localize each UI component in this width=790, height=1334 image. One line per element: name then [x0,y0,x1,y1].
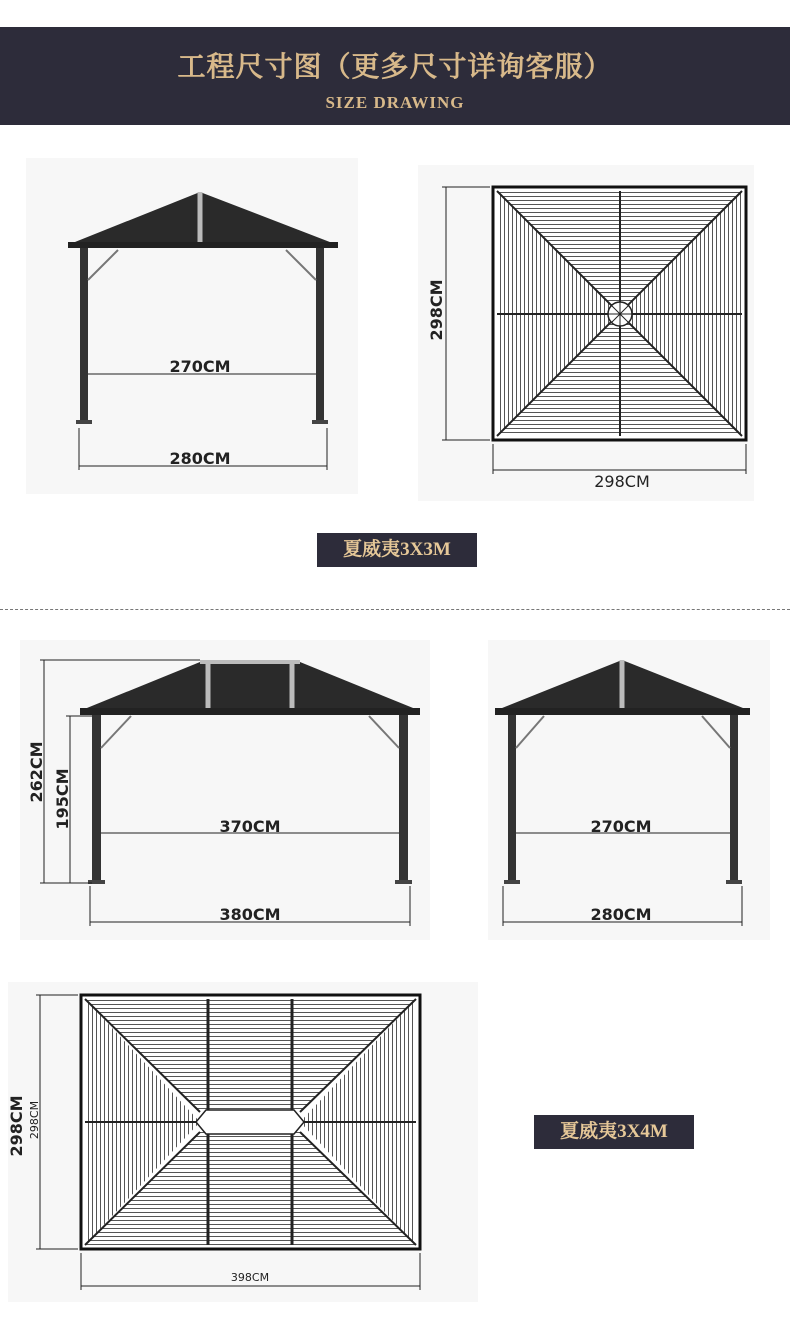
dim-3x3-outer-width: 280CM [169,449,231,468]
dim-3x4-top-width: 398CM [230,1271,270,1284]
model-badge-3x3: 夏威夷3X3M [317,533,477,567]
dim-3x4-side-outer-width: 280CM [590,905,652,924]
dim-3x3-inner-width: 270CM [169,357,231,376]
dim-3x3-depth: 298CM [427,279,446,341]
dim-3x4-top-depth-small: 298CM [28,1100,41,1140]
dim-3x4-side-inner-width: 270CM [590,817,652,836]
dim-3x4-eave-height: 195CM [53,768,72,830]
model-badge-3x4: 夏威夷3X4M [534,1115,694,1149]
page-title: 工程尺寸图（更多尺寸详询客服） [177,50,613,83]
dim-3x4-inner-width: 370CM [219,817,281,836]
dim-3x4-top-depth-bold: 298CM [7,1095,26,1157]
dim-3x3-top-width: 298CM [594,472,650,491]
dim-3x4-total-height: 262CM [27,741,46,803]
dim-3x4-outer-width: 380CM [219,905,281,924]
page-subtitle: SIZE DRAWING [325,93,465,112]
